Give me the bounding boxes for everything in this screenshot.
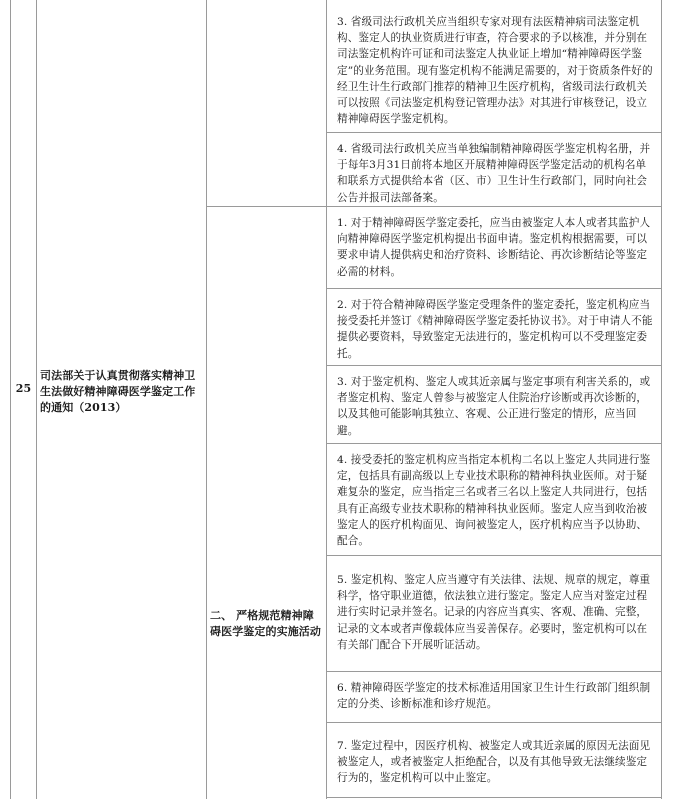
row-divider <box>326 671 662 672</box>
row-divider <box>326 365 662 366</box>
law-name: 司法部关于认真贯彻落实精神卫生法做好精神障碍医学鉴定工作的通知（2013） <box>40 369 196 414</box>
table-border-col1 <box>36 0 37 799</box>
list-item: 3. 省级司法行政机关应当组织专家对现有法医精神病司法鉴定机构、鉴定人的执业资质进行审查，符合要求的予以核准，并分别在司法鉴定机构许可证和司法鉴定人执业证上增加“精神障碍医学鉴定”的业务范围。现有鉴定机构不能满足需要的，对于资质条件好的经卫生计生行政部门推荐的精神卫生医疗机构，省级司法行政机关可以按照《司法鉴定机构登记管理办法》对其进行审核登记，设立精神障碍医学鉴定机构。 <box>337 16 653 126</box>
list-item: 2. 对于符合精神障碍医学鉴定受理条件的鉴定委托，鉴定机构应当接受委托并签订《精神障碍医学鉴定委托协议书》。对于申请人不能提供必要资料，导致鉴定无法进行的，鉴定机构可以不受理鉴定委托。 <box>337 299 653 360</box>
row-divider <box>206 206 662 207</box>
list-item: 5. 鉴定机构、鉴定人应当遵守有关法律、法规、规章的规定，尊重科学，恪守职业道德，依法独立进行鉴定。鉴定人应当对鉴定过程进行实时记录并签名。记录的内容应当真实、客观、准确、完整，记录的文本或者声像载体应当妥善保存。必要时，鉴定机构可以在有关部门配合下开展听证活动。 <box>337 574 651 651</box>
list-item: 4. 接受委托的鉴定机构应当指定本机构二名以上鉴定人共同进行鉴定，包括具有副高级以上专业技术职称的精神科执业医师。对于疑难复杂的鉴定，应当指定三名或者三名以上鉴定人共同进行，包括具有正高级专业技术职称的精神科执业医师。鉴定人应当到收治被鉴定人的医疗机构面见、询问被鉴定人，医疗机构应当予以协助、配合。 <box>337 454 651 548</box>
list-item: 7. 鉴定过程中，因医疗机构、被鉴定人或其近亲属的原因无法面见被鉴定人，或者被鉴定人拒绝配合，以及有其他导致无法继续鉴定行为的，鉴定机构可以中止鉴定。 <box>337 740 651 785</box>
row-divider <box>326 797 662 798</box>
row-divider <box>326 443 662 444</box>
table-border-col2 <box>206 0 207 799</box>
list-item: 3. 对于鉴定机构、鉴定人或其近亲属与鉴定事项有利害关系的，或者鉴定机构、鉴定人曾参与被鉴定人住院治疗诊断或再次诊断的，以及其他可能影响其独立、客观、公正进行鉴定的情形，应当回避。 <box>337 376 651 437</box>
row-divider <box>326 288 662 289</box>
row-divider <box>326 132 662 133</box>
row-number: 25 <box>15 382 32 395</box>
row-divider <box>326 555 662 556</box>
section-title: 二、 严格规范精神障碍医学鉴定的实施活动 <box>210 609 321 638</box>
table-border-right <box>661 0 662 799</box>
list-item: 4. 省级司法行政机关应当单独编制精神障碍医学鉴定机构名册，并于每年3月31日前将本地区开展精神障碍医学鉴定活动的机构名单和联系方式提供给本省（区、市）卫生计生行政部门，同时向社会公告并报司法部备案。 <box>337 143 651 204</box>
table-border-left <box>10 0 11 799</box>
list-item: 6. 精神障碍医学鉴定的技术标准适用国家卫生计生行政部门组织制定的分类、诊断标准和诊疗规范。 <box>337 682 651 711</box>
row-divider <box>326 722 662 723</box>
list-item: 1. 对于精神障碍医学鉴定委托，应当由被鉴定人本人或者其监护人向精神障碍医学鉴定机构提出书面申请。鉴定机构根据需要，可以要求申请人提供病史和治疗资料、诊断结论、再次诊断结论等鉴定必需的材料。 <box>337 217 651 278</box>
